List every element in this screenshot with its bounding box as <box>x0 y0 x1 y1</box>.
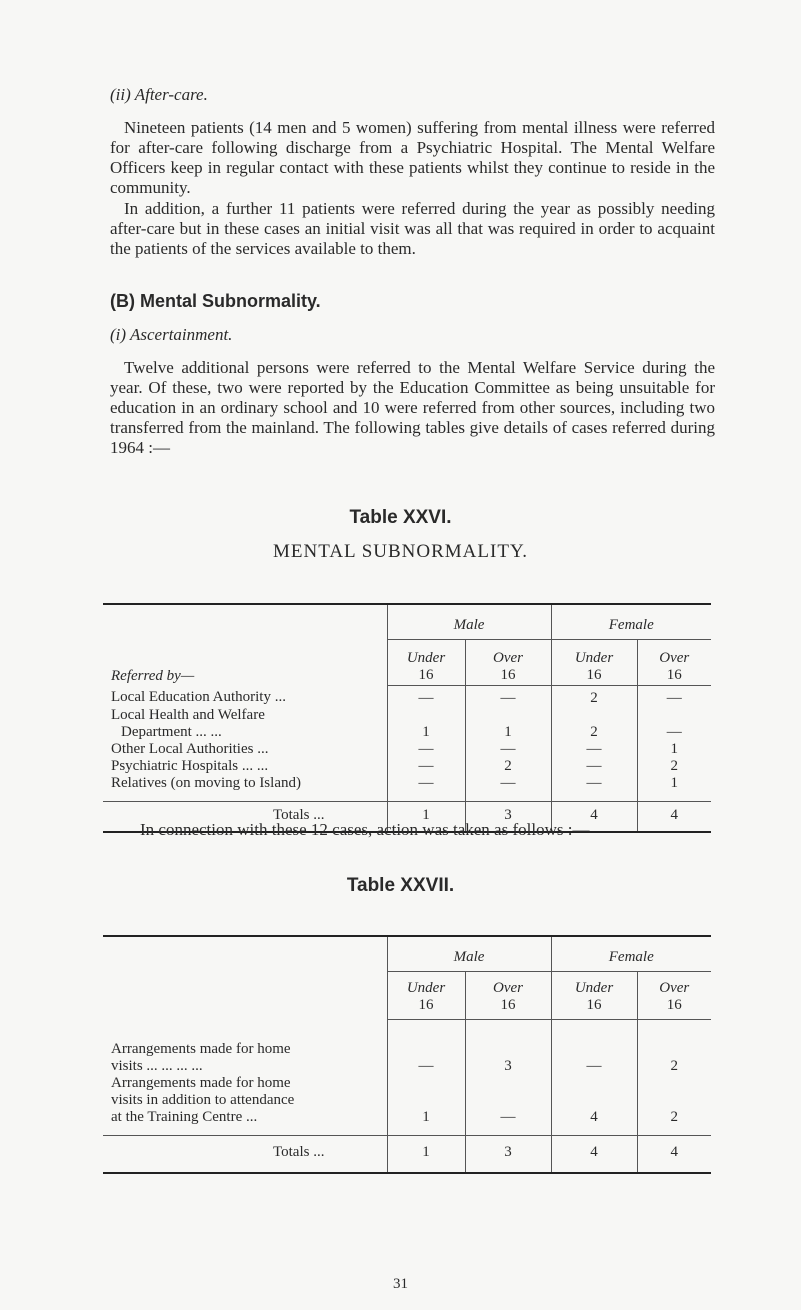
table-row: Local Education Authority ... — — 2 — <box>103 685 711 707</box>
table-row: Department ... ... 1 1 2 — <box>103 724 711 741</box>
table-row: Other Local Authorities ... — — — 1 <box>103 741 711 758</box>
table-26-subtitle: MENTAL SUBNORMALITY. <box>273 541 528 562</box>
col-female-under-16: Under 16 <box>551 639 637 685</box>
table-26 <box>103 603 711 833</box>
col-female-over-16: Over 16 <box>637 639 711 685</box>
table-row: Arrangements made for home <box>103 1019 711 1058</box>
table-row: at the Training Centre ... 1 — 4 2 <box>103 1109 711 1136</box>
table-row: Local Health and Welfare <box>103 707 711 724</box>
table-row: Relatives (on moving to Island) — — — 1 <box>103 775 711 802</box>
table-subheader-row <box>103 971 711 1019</box>
col-female-over-16: Over 16 <box>637 971 711 1019</box>
col-male-under-16: Under 16 <box>387 971 465 1019</box>
col-male-over-16: Over 16 <box>465 971 551 1019</box>
table-26-caption: Table XXVI. <box>349 507 452 528</box>
paragraph-further-patients: In addition, a further 11 patients were referred during the year as possibly needing after-care but in these cases an initial visit was all that was required in order to acquaint the patients of the services available to them. <box>110 199 715 258</box>
paragraph-ascertainment: Twelve additional persons were referred to the Mental Welfare Service during the year. Of these, two were reported by the Education Committee as being unsuitable for education in an ordinary school and 10 were referred from other sources, including two transferred from the mainland. The following tables give details of cases referred during 1964 :— <box>110 358 715 457</box>
table-27-caption: Table XXVII. <box>346 875 455 896</box>
male-group-header: Male <box>387 936 551 971</box>
col-female-under-16: Under 16 <box>551 971 637 1019</box>
referred-by-label: Referred by— <box>111 668 195 684</box>
female-group-header: Female <box>551 936 711 971</box>
totals-label: Totals ... <box>273 806 325 823</box>
female-group-header: Female <box>551 604 711 639</box>
subsection-title-ascertainment: (i) Ascertainment. <box>110 325 233 344</box>
table-row: Psychiatric Hospitals ... ... — 2 — 2 <box>103 758 711 775</box>
paragraph-after-care: Nineteen patients (14 men and 5 women) suffering from mental illness were referred for after-care following discharge from a Psychiatric Hospital. The Mental Welfare Officers keep in regular contact with these patients whilst they continue to reside in the community. <box>110 118 715 197</box>
table-row: Arrangements made for home <box>103 1075 711 1092</box>
table-row: visits in addition to attendance <box>103 1092 711 1109</box>
table-header-row <box>103 604 711 639</box>
table-subheader-row <box>103 639 711 685</box>
col-male-over-16: Over 16 <box>465 639 551 685</box>
totals-label: Totals ... <box>273 1144 325 1160</box>
paragraph-action-taken: In connection with these 12 cases, action was taken as follows :— <box>140 820 590 839</box>
totals-row: Totals ... 1 3 4 4 <box>103 1136 711 1174</box>
page-number: 31 <box>393 1276 408 1292</box>
totals-row: Totals ... 1 3 4 4 <box>103 801 711 832</box>
male-group-header: Male <box>387 604 551 639</box>
subsection-title-after-care: (ii) After-care. <box>110 85 208 104</box>
col-male-under-16: Under 16 <box>387 639 465 685</box>
table-header-row <box>103 936 711 971</box>
table-27 <box>103 935 711 1174</box>
table-row: visits ... ... ... ... — 3 — 2 <box>103 1058 711 1075</box>
section-heading-mental-subnormality: (B) Mental Subnormality. <box>110 291 321 311</box>
